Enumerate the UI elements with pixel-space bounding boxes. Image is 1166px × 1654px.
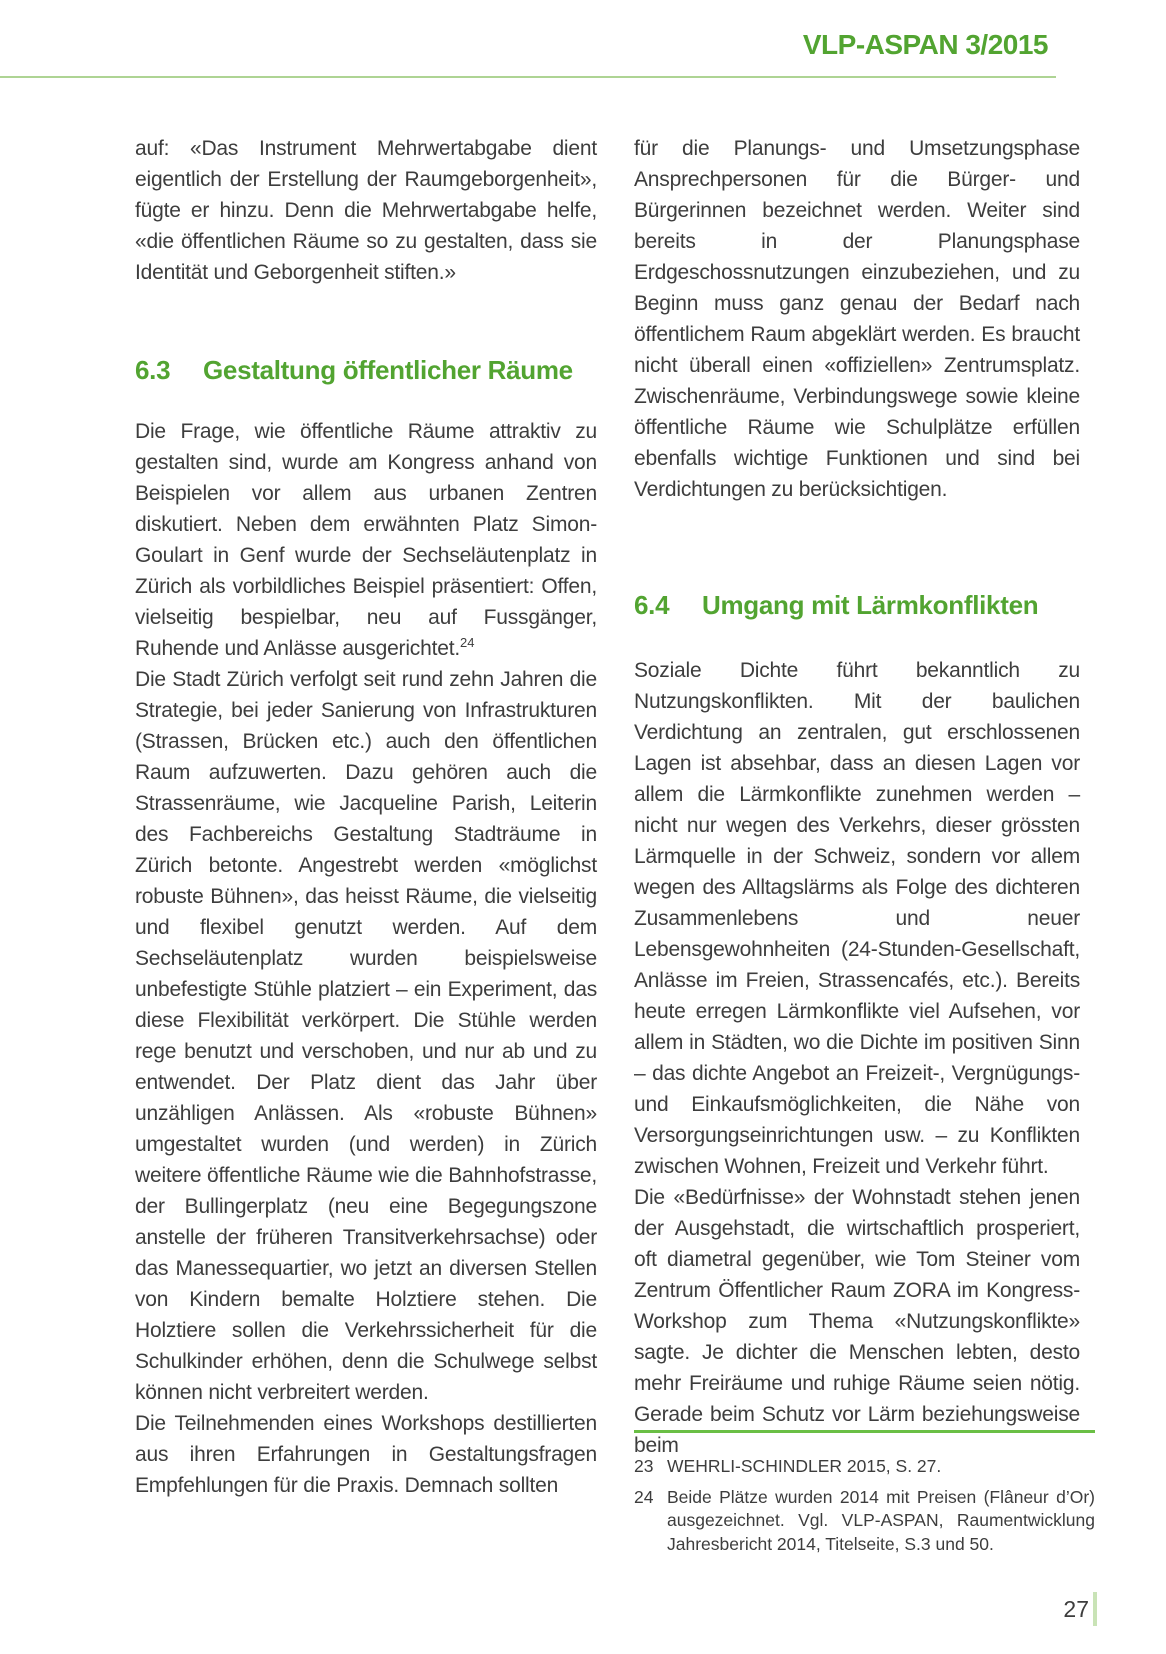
footnotes-block (634, 1430, 1095, 1563)
footnote-separator-rule (634, 1430, 1095, 1433)
paragraph: Die Teilnehmenden eines Workshops destillierten aus ihren Erfahrungen in Gestaltungsfragen Empfehlungen für die Praxis. Demnach sollten (135, 1412, 597, 1497)
section-title: Gestaltung öffentlicher Räume (203, 355, 573, 385)
page-number: 27 (1063, 1595, 1089, 1622)
footnote-24 (634, 1486, 1095, 1557)
page-number-bar (1093, 1592, 1097, 1626)
footnote-text: WEHRLI-SCHINDLER 2015, S. 27. (667, 1456, 942, 1476)
left-column (135, 133, 597, 1501)
section-number: 6.4 (634, 590, 670, 620)
footnote-number: 24 (634, 1486, 654, 1507)
section-title: Umgang mit Lärmkonflikten (702, 590, 1039, 620)
paragraph (135, 416, 597, 664)
paragraph-text: Die Frage, wie öffentliche Räume attraktiv zu gestalten sind, wurde am Kongress anhand von Beispielen vor allem aus urbanen Zentren diskutiert. Neben dem erwähnten Platz Simon-Goulart in Genf wurde der Sechseläutenplatz in Zürich als vorbildliches Beispiel präsentiert: Offen, vielseitig bespielbar, neu auf Fussgänger, Ruhende und Anlässe ausgerichtet. (135, 420, 597, 660)
header-rule (0, 76, 1056, 78)
footnote-number: 23 (634, 1456, 654, 1476)
section-heading-6-3 (135, 353, 597, 388)
page-number-block (960, 1592, 1097, 1626)
paragraph-continuation: für die Planungs- und Umsetzungsphase Ansprechpersonen für die Bürger- und Bürgerinnen bezeichnet werden. Weiter sind bereits in der Planungsphase Erdgeschossnutzungen einzubeziehen, und zu Beginn muss ganz genau der Bedarf nach öffentlichem Raum abgeklärt werden. Es braucht nicht überall einen «offiziellen» Zentrumsplatz. Zwischenräume, Verbindungswege sowie kleine öffentliche Räume wie Schulplätze erfüllen ebenfalls wichtige Funktionen und sind bei Verdichtungen zu berücksichtigen. (634, 137, 1080, 501)
right-column (634, 133, 1080, 1461)
paragraph: Die «Bedürfnisse» der Wohnstadt stehen jenen der Ausgehstadt, die wirtschaftlich prosperiert, oft diametral gegenüber, wie Tom Steiner vom Zentrum Öffentlicher Raum ZORA im Kongress-Workshop zum Thema «Nutzungskonflikte» sagte. Je dichter die Menschen lebten, desto mehr Freiräume und ruhige Räume seien nötig. Gerade beim Schutz vor Lärm beziehungsweise beim (634, 1186, 1080, 1457)
footnote-reference-24: 24 (459, 635, 475, 650)
journal-title: VLP-ASPAN 3/2015 (802, 29, 1048, 60)
footnote-23 (634, 1455, 1095, 1479)
paragraph-continuation: auf: «Das Instrument Mehrwertabgabe dient eigentlich der Erstellung der Raumgeborgenheit», fügte er hinzu. Denn die Mehrwertabgabe helfe, «die öffentlichen Räume so zu gestalten, dass sie Identität und Geborgenheit stiften.» (135, 137, 597, 284)
paragraph: Soziale Dichte führt bekanntlich zu Nutzungskonflikten. Mit der baulichen Verdichtung an zentralen, gut erschlossenen Lagen ist absehbar, dass an diesen Lagen vor allem die Lärmkonflikte zunehmen werden – nicht nur wegen des Verkehrs, dieser grössten Lärmquelle in der Schweiz, sondern vor allem wegen des Alltagslärms als Folge des dichteren Zusammenlebens und neuer Lebensgewohnheiten (24-Stunden-Gesellschaft, Anlässe im Freien, Strassencafés, etc.). Bereits heute erregen Lärmkonflikte viel Aufsehen, vor allem in Städten, wo die Dichte im positiven Sinn – das dichte Angebot an Freizeit-, Vergnügungs- und Einkaufsmöglichkeiten, die Nähe von Versorgungseinrichtungen usw. – zu Konflikten zwischen Wohnen, Freizeit und Verkehr führt. (634, 659, 1080, 1178)
footnote-text: Beide Plätze wurden 2014 mit Preisen (Flâneur d’Or) ausgezeichnet. Vgl. VLP-ASPAN, Raumentwicklung Jahresbericht 2014, Titelseite, S.3 und 50. (667, 1486, 1095, 1554)
paragraph: Die Stadt Zürich verfolgt seit rund zehn Jahren die Strategie, bei jeder Sanierung von Infrastrukturen (Strassen, Brücken etc.) auch den öffentlichen Raum aufzuwerten. Dazu gehören auch die Strassenräume, wie Jacqueline Parish, Leiterin des Fachbereichs Gestaltung Stadträume in Zürich betonte. Angestrebt werden «möglichst robuste Bühnen», das heisst Räume, die vielseitig und flexibel genutzt werden. Auf dem Sechseläutenplatz wurden beispielsweise unbefestigte Stühle platziert – ein Experiment, das diese Flexibilität verkörpert. Die Stühle werden rege benutzt und verschoben, und nur ab und zu entwendet. Der Platz dient das Jahr über unzähligen Anlässen. Als «robuste Bühnen» umgestaltet wurden (und werden) in Zürich weitere öffentliche Räume wie die Bahnhofstrasse, der Bullingerplatz (neu eine Begegungszone anstelle der früheren Transitverkehrsachse) oder das Manessequartier, wo jetzt an diversen Stellen von Kindern bemalte Holztiere stehen. Die Holztiere sollen die Verkehrssicherheit für die Schulkinder erhöhen, denn die Schulwege selbst können nicht verbreitert werden. (135, 668, 597, 1404)
section-heading-6-4 (634, 588, 1080, 623)
section-number: 6.3 (135, 355, 171, 385)
